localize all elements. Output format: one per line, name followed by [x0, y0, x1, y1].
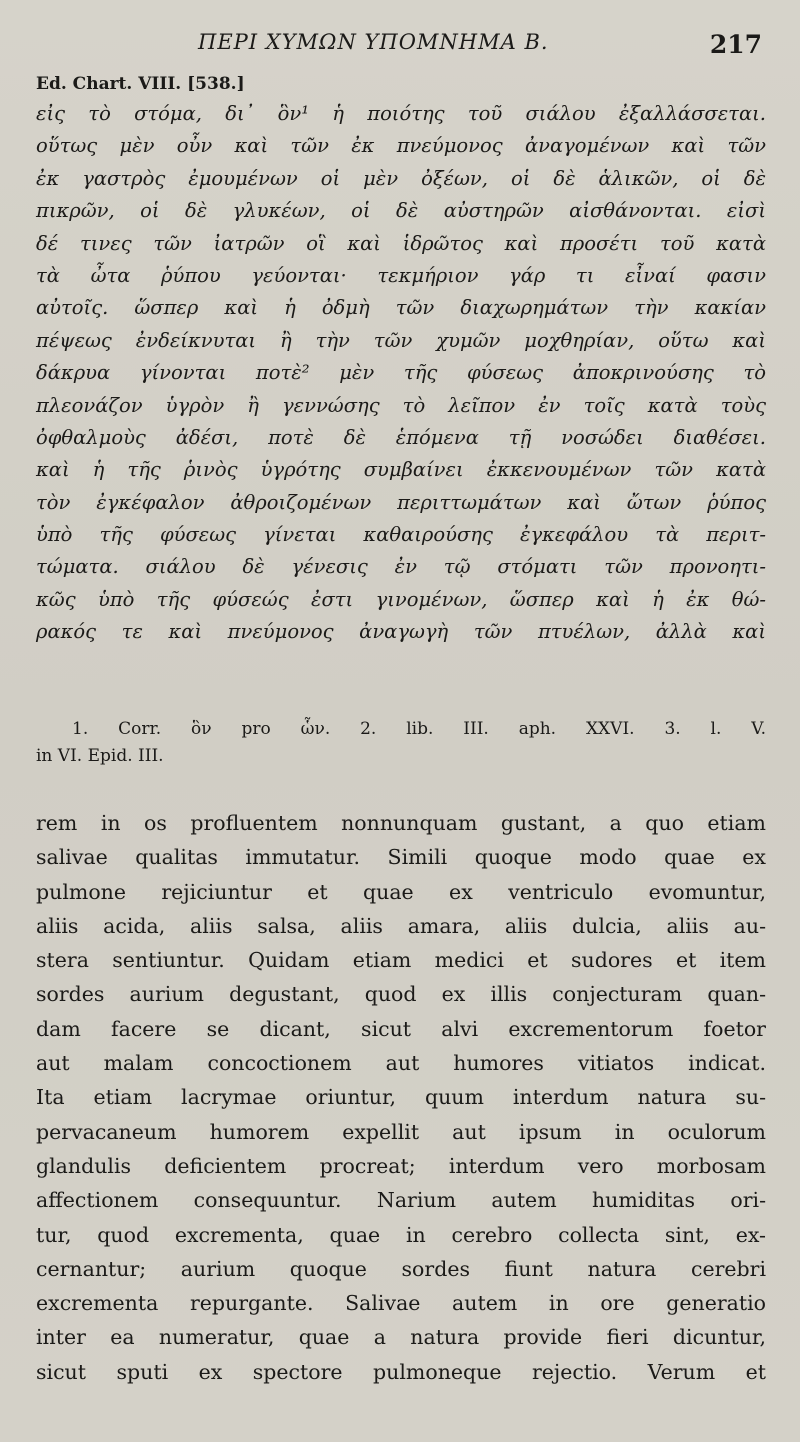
latin-text-line: cernantur; aurium quoque sordes fiunt natura cerebri	[36, 1256, 766, 1281]
latin-text-line: pulmone rejiciuntur et quae ex ventriculo evomuntur,	[36, 879, 766, 904]
greek-text-line: αὐτοῖς. ὥσπερ καὶ ἡ ὀδμὴ τῶν διαχωρημάτων τὴν κακίαν	[36, 296, 766, 320]
footnotes	[36, 716, 766, 770]
latin-text-block	[36, 806, 766, 1389]
greek-text-line: ἐκ γαστρὸς ἐμουμένων οἱ μὲν ὀξέων, οἱ δὲ ἁλικῶν, οἱ δὲ	[36, 166, 766, 190]
greek-text-line: τὸν ἐγκέφαλον ἀθροιζομένων περιττωμάτων καὶ ὤτων ῥύπος	[36, 490, 766, 514]
latin-text-line: aut malam concoctionem aut humores vitiatos indicat.	[36, 1051, 766, 1076]
greek-text-line: ρακός τε καὶ πνεύμονος ἀναγωγὴ τῶν πτυέλων, ἀλλὰ καὶ	[36, 620, 766, 644]
page-number: 217	[709, 30, 762, 59]
footnote-line: 1. Corr. ὃν pro ὧν. 2. lib. III. aph. XXVI. 3. l. V.	[72, 719, 766, 739]
latin-text-line: sicut sputi ex spectore pulmoneque rejectio. Verum et	[36, 1359, 766, 1384]
greek-text-block	[36, 98, 766, 649]
greek-text-line: πικρῶν, οἱ δὲ γλυκέων, οἱ δὲ αὐστηρῶν αἰσθάνονται. εἰσὶ	[36, 199, 766, 223]
latin-text-line: pervacaneum humorem expellit aut ipsum in oculorum	[36, 1119, 766, 1144]
latin-text-line: tur, quod excrementa, quae in cerebro collecta sint, ex-	[36, 1222, 766, 1247]
greek-text-line: ὑπὸ τῆς φύσεως γίνεται καθαιρούσης ἐγκεφάλου τὰ περιτ-	[36, 523, 766, 547]
greek-text-line: τώματα. σιάλου δὲ γένεσις ἐν τῷ στόματι τῶν προνοητι-	[36, 555, 766, 579]
greek-text-line: καὶ ἡ τῆς ῥινὸς ὑγρότης συμβαίνει ἐκκενουμένων τῶν κατὰ	[36, 458, 766, 482]
greek-text-line: δέ τινες τῶν ἰατρῶν οἳ καὶ ἱδρῶτος καὶ προσέτι τοῦ κατὰ	[36, 231, 766, 255]
latin-text-line: aliis acida, aliis salsa, aliis amara, aliis dulcia, aliis au-	[36, 913, 766, 938]
running-title: ΠΕΡΙ ΧΥΜΩΝ ΥΠΟΜΝΗΜΑ Β.	[198, 30, 549, 54]
latin-text-line: rem in os profluentem nonnunquam gustant, a quo etiam	[36, 811, 766, 835]
latin-text-line: dam facere se dicant, sicut alvi excrementorum foetor	[36, 1016, 766, 1041]
greek-text-line: οὕτως μὲν οὖν καὶ τῶν ἐκ πνεύμονος ἀναγομένων καὶ τῶν	[36, 134, 766, 158]
greek-text-line: δάκρυα γίνονται ποτὲ² μὲν τῆς φύσεως ἀποκρινούσης τὸ	[36, 361, 766, 385]
greek-text-line: τὰ ὦτα ῥύπου γεύονται· τεκμήριον γάρ τι εἶναί φασιν	[36, 263, 766, 287]
greek-text-line: πλεονάζον ὑγρὸν ἢ γεννώσης τὸ λεῖπον ἐν τοῖς κατὰ τοὺς	[36, 393, 766, 417]
footnote-line: in VI. Epid. III.	[36, 746, 164, 766]
greek-text-line: πέψεως ἐνδείκνυται ἢ τὴν τῶν χυμῶν μοχθηρίαν, οὕτω καὶ	[36, 328, 766, 352]
latin-text-line: Ita etiam lacrymae oriuntur, quum interdum natura su-	[36, 1085, 766, 1110]
latin-text-line: affectionem consequuntur. Narium autem humiditas ori-	[36, 1188, 766, 1213]
latin-text-line: excrementa repurgante. Salivae autem in ore generatio	[36, 1291, 766, 1316]
latin-text-line: glandulis deficientem procreat; interdum vero morbosam	[36, 1153, 766, 1178]
latin-text-line: stera sentiuntur. Quidam etiam medici et sudores et item	[36, 948, 766, 973]
greek-text-line: ὀφθαλμοὺς ἀδέσι, ποτὲ δὲ ἑπόμενα τῇ νοσώδει διαθέσει.	[36, 425, 766, 449]
greek-text-line: κῶς ὑπὸ τῆς φύσεώς ἐστι γινομένων, ὥσπερ καὶ ἡ ἐκ θώ-	[36, 587, 766, 611]
latin-text-line: sordes aurium degustant, quod ex illis conjecturam quan-	[36, 982, 766, 1007]
latin-text-line: inter ea numeratur, quae a natura provide fieri dicuntur,	[36, 1325, 766, 1350]
running-head	[0, 30, 800, 64]
edition-reference: Ed. Chart. VIII. [538.]	[36, 74, 245, 94]
latin-text-line: salivae qualitas immutatur. Simili quoque modo quae ex	[36, 845, 766, 870]
greek-text-line: εἰς τὸ στόμα, δι᾽ ὃν¹ ἡ ποιότης τοῦ σιάλου ἐξαλλάσσεται.	[36, 102, 766, 125]
